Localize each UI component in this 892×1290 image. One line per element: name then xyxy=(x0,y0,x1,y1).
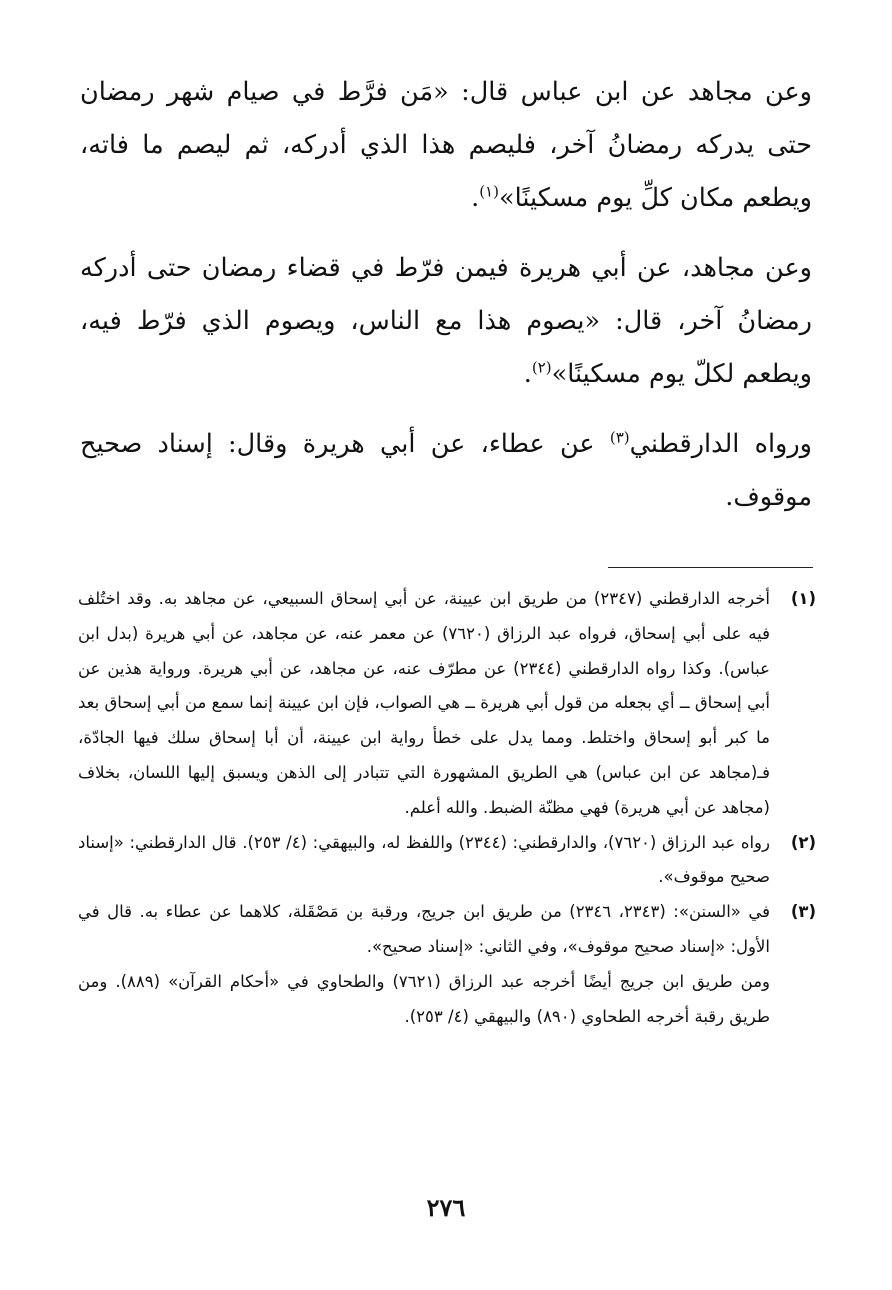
paragraph-end: . xyxy=(471,183,480,213)
footnote-body xyxy=(78,582,770,826)
footnote-1 xyxy=(78,582,816,826)
paragraph-text: ورواه الدارقطني xyxy=(629,429,812,459)
footnote-2 xyxy=(78,826,816,896)
footnote-body xyxy=(78,826,770,896)
footnotes xyxy=(78,582,816,1034)
footnote-number: (٢) xyxy=(790,832,816,852)
footnote-number: (١) xyxy=(790,589,816,608)
main-paragraph-2 xyxy=(80,242,812,401)
main-text xyxy=(80,66,812,541)
footnote-ref-2[interactable]: (٢) xyxy=(531,358,552,377)
footnote-ref-3[interactable]: (٣) xyxy=(609,428,630,447)
paragraph-text: وعن مجاهد عن ابن عباس قال: «مَن فرَّط في صيام شهر رمضان حتى يدركه رمضانُ آخر، فليصم هذا الذي أدركه، ثم ليصم ما فاته، ويطعم مكان كلِّ يوم مسكينًا» xyxy=(80,77,812,213)
footnote-text: في «السنن»: (٢٣٤٣، ٢٣٤٦) من طريق ابن جريج، ورقبة بن مَصْقَلة، كلاهما عن عطاء به. قال في الأول: «إسناد صحيح موقوف»، وفي الثاني: «إسناد صحيح». xyxy=(78,902,771,956)
page-number: ٢٧٦ xyxy=(426,1193,466,1222)
main-paragraph-1 xyxy=(80,66,812,225)
paragraph-text: وعن مجاهد، عن أبي هريرة فيمن فرّط في قضاء رمضان حتى أدركه رمضانُ آخر، قال: «يصوم هذا مع الناس، ويصوم الذي فرّط فيه، ويطعم لكلّ يوم مسكينًا» xyxy=(80,253,812,389)
paragraph-text-continued: عن عطاء، عن أبي هريرة وقال: إسناد صحيح موقوف. xyxy=(80,429,812,512)
footnote-body xyxy=(78,895,770,1034)
paragraph-end: . xyxy=(523,359,532,389)
footnote-separator xyxy=(608,567,813,568)
footnote-3 xyxy=(78,895,816,1034)
footnote-text-continued: ومن طريق ابن جريج أيضًا أخرجه عبد الرزاق (٧٦٢١) والطحاوي في «أحكام القرآن» (٨٨٩). ومن طريق رقبة أخرجه الطحاوي (٨٩٠) والبيهقي (٤/ ٢٥٣). xyxy=(78,971,770,1026)
main-paragraph-3 xyxy=(80,418,812,524)
footnote-number: (٣) xyxy=(790,902,816,922)
footnote-text: أخرجه الدارقطني (٢٣٤٧) من طريق ابن عيينة، عن أبي إسحاق السبيعي، عن مجاهد به. وقد اختُلف فيه على أبي إسحاق، فرواه عبد الرزاق (٧٦٢٠) عن معمر عنه، عن مجاهد، عن أبي هريرة (بدل ابن عباس). وكذا رواه الدارقطني (٢٣٤٤) عن مطرّف عنه، عن مجاهد، عن أبي هريرة. ورواية هذين عن أبي إسحاق ــ أي بجعله من قول أبي هريرة ــ هي الصواب، فإن ابن عيينة إنما سمع من أبي إسحاق بعد ما كبر أبو إسحاق واختلط. ومما يدل على خطأ رواية ابن عيينة، أن أبا إسحاق سلك فيها الجادّة، فـ(مجاهد عن ابن عباس) هي الطريق المشهورة التي تتبادر إلى الذهن ويسبق إليها اللسان، بخلاف (مجاهد عن أبي هريرة) فهي مظنّة الضبط. والله أعلم. xyxy=(78,589,771,817)
footnote-ref-1[interactable]: (١) xyxy=(479,182,499,201)
footnote-text: رواه عبد الرزاق (٧٦٢٠)، والدارقطني: (٢٣٤٤) واللفظ له، والبيهقي: (٤/ ٢٥٣). قال الدارقطني: «إسناد صحيح موقوف». xyxy=(78,832,770,887)
